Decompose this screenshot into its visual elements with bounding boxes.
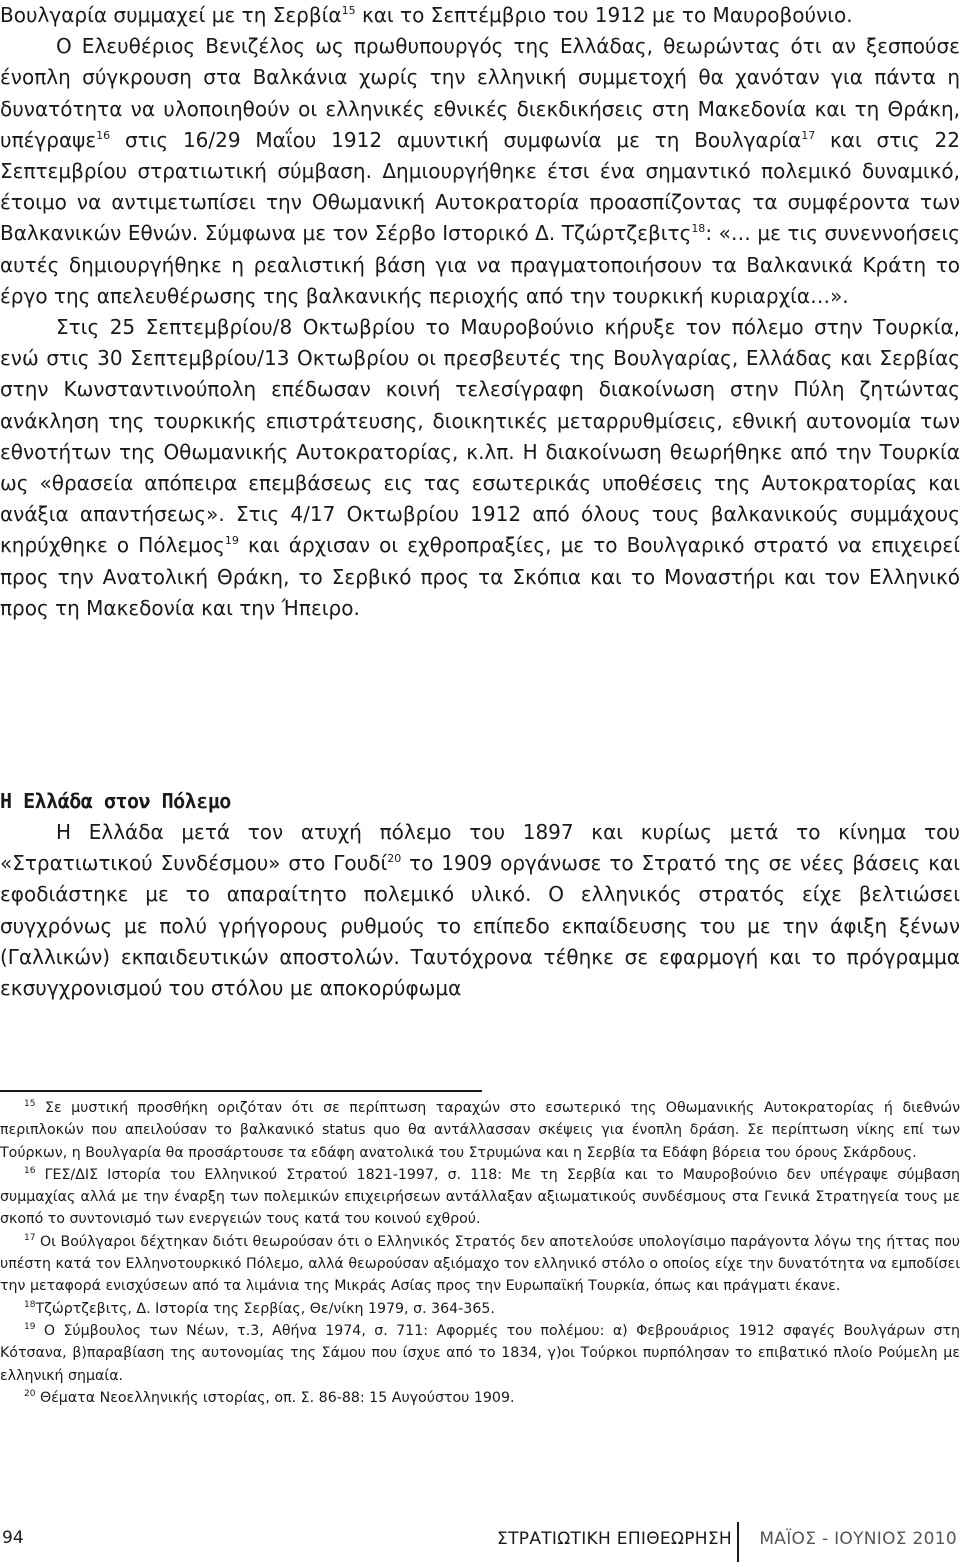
footnote [0, 1097, 960, 1164]
footnote-number: 20 [24, 1388, 36, 1399]
text-run: Στις 25 Σεπτεμβρίου/8 Οκτωβρίου το Μαυροβούνιο κήρυξε τον πόλεμο στην Τουρκία, ενώ στις 30 Σεπτεμβρίου/13 Οκτωβρίου οι πρεσβευτές της Βουλγαρίας, Ελλάδας και Σερβίας στην Κωνσταντινούπολη επέδωσαν κοινή τελεσίγραφη διακοίνωση στην Πύλη ζητώντας ανάκληση της τουρκικής επιστράτευσης, διοικητικές μεταρρυθμίσεις, εθνική αυτονομία των εθνοτήτων της Οθωμανικής Αυτοκρατορίας, κ.λπ. Η διακοίνωση θεωρήθηκε από την Τουρκία ως «θρασεία απόπειρα επεμβάσεως εις τας εσωτερικάς υποθέσεις της Αυτοκρατορίας και ανάξια απαντήσεως». Στις 4/17 Οκτωβρίου 1912 από όλους τους βαλκανικούς συμμάχους κηρύχθηκε ο Πόλεμος [0, 315, 960, 558]
text-run: Βουλγαρία συμμαχεί με τη Σερβία [0, 3, 342, 27]
footnote-text: Σε μυστική προσθήκη οριζόταν ότι σε περίπτωση ταραχών στο εσωτερικό της Οθωμανικής Αυτοκρατορίας ή διεθνών περιπλοκών που απειλούσαν το βαλκανικό status quo θα αντάλλασσαν σκέψεις για ένοπλη δράση. Σε περίπτωση νίκης επί των Τούρκων, η Βουλγαρία θα προσάρτουσε τα εδάφη ανατολικά του Στρυμώνα και η Σερβία τα Εδάφη βόρεια του όρους Σκάρδους. [0, 1100, 960, 1161]
footnote-text: Θέματα Νεοελληνικής ιστορίας, οπ. Σ. 86-88: 15 Αυγούστου 1909. [39, 1389, 515, 1406]
footnote [0, 1298, 960, 1320]
footnote-ref-17[interactable]: 17 [801, 128, 816, 142]
text-run: και άρχισαν οι εχθροπραξίες, με το Βουλγαρικό στρατό να επιχειρεί προς την Ανατολική Θράκη, το Σερβικό προς τα Σκόπια και το Μοναστήρι και τον Ελληνικό προς τη Μακεδονία και την Ήπειρο. [0, 533, 960, 620]
footnote-ref-16[interactable]: 16 [96, 128, 111, 142]
footnote [0, 1231, 960, 1298]
footnotes [0, 1097, 960, 1409]
paragraph-venizelos [0, 31, 960, 312]
footnote [0, 1164, 960, 1231]
body-text [0, 0, 960, 624]
footnote-text: Ο Σύμβουλος των Νέων, τ.3, Αθήνα 1974, σ. 711: Αφορμές του πολέμου: α) Φεβρουάριος 1912 σφαγές Βουλγάρων στη Κότσανα, β)παραβίαση της αυτονομίας της Σάμου που ίσχυε από το 1834, γ)οι Τούρκοι πυρπόλησαν το επιβατικό πλοίο Ρούμελη με ελληνική σημαία. [0, 1322, 960, 1384]
text-run: Η Ελλάδα μετά τον ατυχή πόλεμο του 1897 και κυρίως μετά το κίνημα του «Στρατιωτικού Συνδέσμου» στο Γουδί [0, 820, 960, 876]
footnote-ref-20[interactable]: 20 [387, 852, 402, 866]
journal-title: ΣΤΡΑΤΙΩΤΙΚΗ ΕΠΙΘΕΩΡΗΣΗ [497, 1529, 732, 1549]
text-run: : «… με τις συνεννοήσεις αυτές δημιουργήθηκε η ρεαλιστική βάση για να πραγματοποιήσουν τα Βαλκανικά Κράτη το έργο της απελευθέρωσης της βαλκανικής περιοχής από την τουρκική κυριαρχία…». [0, 221, 960, 308]
footer-divider [737, 1522, 739, 1562]
text-run: στις 16/29 Μαΐου 1912 αμυντική συμφωνία με τη Βουλγαρία [110, 127, 802, 152]
section-body [0, 817, 960, 1004]
text-run: Ο Ελευθέριος Βενιζέλος ως πρωθυπουργός της Ελλάδας, θεωρώντας ότι αν ξεσπούσε ένοπλη σύγκρουση στα Βαλκάνια χωρίς την ελληνική συμμετοχή θα χανόταν για πάντα η δυνατότητα να υλοποιηθούν οι ελληνικές εθνικές διεκδικήσεις στη Μακεδονία και τη Θράκη, υπέγραψε [0, 34, 960, 152]
footnote-ref-19[interactable]: 19 [224, 534, 239, 548]
footnote-text: ΓΕΣ/ΔΙΣ Ιστορία του Ελληνικού Στρατού 1821-1997, σ. 118: Με τη Σερβία και το Μαυροβούνιο δεν υπέγραψε σύμβαση συμμαχίας αλλά με την έναρξη των πολεμικών επιχειρήσεων αντάλλαξαν αξιωματικούς συνδέσμους στα Γενικά Στρατηγεία τους με σκοπό το συντονισμό των ενεργειών τους κατά του κοινού εχθρού. [0, 1166, 960, 1228]
footnote-number: 17 [24, 1232, 36, 1243]
page-footer [0, 1522, 960, 1562]
footnote-ref-18[interactable]: 18 [691, 222, 706, 236]
footnote-number: 18 [24, 1299, 36, 1310]
footnote-ref-15[interactable]: 15 [341, 4, 356, 17]
footnote-text: Οι Βούλγαροι δέχτηκαν διότι θεωρούσαν ότι ο Ελληνικός Στρατός δεν αποτελούσε υπολογίσιμο παράγοντα λόγω της ήττας που υπέστη κατά τον Ελληνοτουρκικό Πόλεμο, αλλά θεωρούσαν αξιόμαχο τον ελληνικό στόλο ο οποίος είχε την δυνατότητα να εμποδίσει την μεταφορά ενισχύσεων από τα λιμάνια της Μικράς Ασίας προς την Ευρωπαϊκή Τουρκία, όπως και πράγματι έκανε. [0, 1233, 960, 1295]
footnote-number: 16 [24, 1165, 36, 1176]
footnote-number: 19 [24, 1321, 36, 1332]
paragraph-war-declaration [0, 312, 960, 624]
paragraph-continuation [0, 0, 960, 31]
paragraph-greece-army [0, 817, 960, 1004]
footnote-text: Τζώρτζεβιτς, Δ. Ιστορία της Σερβίας, Θε/νίκη 1979, σ. 364-365. [35, 1300, 495, 1317]
text-run: το 1909 οργάνωσε το Στρατό της σε νέες βάσεις και εφοδιάστηκε με το απαραίτητο πολεμικό υλικό. Ο ελληνικός στρατός είχε βελτιώσει συγχρόνως με πολύ γρήγορους ρυθμούς το επίπεδο εκπαίδευσης του με την άφιξη ξένων (Γαλλικών) εκπαιδευτικών αποστολών. Ταυτόχρονα τέθηκε σε εφαρμογή και το πρόγραμμα εκσυγχρονισμού του στόλου με αποκορύφωμα [0, 851, 960, 1001]
footnote [0, 1387, 960, 1409]
section-heading: Η Ελλάδα στον Πόλεμο [0, 789, 231, 813]
footnote [0, 1320, 960, 1387]
footnote-number: 15 [24, 1099, 36, 1109]
issue-date: ΜΑΪΟΣ - ΙΟΥΝΙΟΣ 2010 [759, 1529, 957, 1549]
footnote-separator [0, 1090, 482, 1092]
text-run: και το Σεπτέμβριο του 1912 με το Μαυροβούνιο. [355, 3, 853, 27]
text-run: και στις 22 Σεπτεμβρίου στρατιωτική σύμβαση. Δημιουργήθηκε έτσι ένα σημαντικό πολεμικό δυναμικό, έτοιμο να αντιμετωπίσει την Οθωμανική Αυτοκρατορία προασπίζοντας τα συμφέροντα των Βαλκανικών Εθνών. Σύμφωνα με τον Σέρβο Ιστορικό Δ. Τζώρτζεβιτς [0, 127, 960, 246]
page-number: 94 [2, 1528, 24, 1548]
